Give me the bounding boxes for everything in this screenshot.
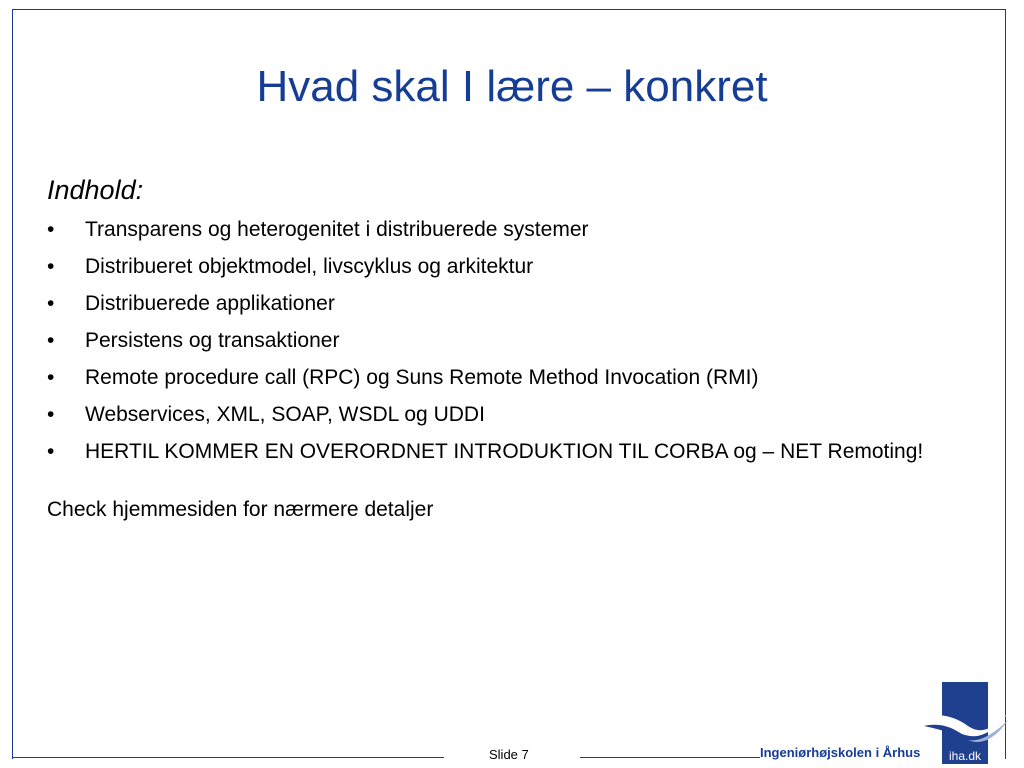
bullet-list bbox=[47, 214, 987, 467]
list-item-text: Remote procedure call (RPC) og Suns Remote Method Invocation (RMI) bbox=[85, 366, 759, 389]
list-item-text: Webservices, XML, SOAP, WSDL og UDDI bbox=[85, 403, 485, 426]
bullet-marker: • bbox=[47, 440, 55, 463]
list-item bbox=[47, 436, 987, 467]
bullet-marker: • bbox=[47, 329, 55, 352]
list-item bbox=[47, 399, 987, 430]
bullet-marker: • bbox=[47, 366, 55, 389]
footer-divider-right bbox=[580, 757, 760, 758]
iha-logo-icon bbox=[920, 682, 1012, 764]
footnote: Check hjemmesiden for nærmere detaljer bbox=[47, 498, 434, 521]
slide-number: Slide 7 bbox=[489, 747, 529, 762]
bullet-marker: • bbox=[47, 255, 55, 278]
content-heading: Indhold: bbox=[47, 175, 144, 205]
list-item-text: HERTIL KOMMER EN OVERORDNET INTRODUKTION TIL CORBA og – NET Remoting! bbox=[85, 440, 924, 463]
list-item bbox=[47, 251, 987, 282]
bullet-marker: • bbox=[47, 403, 55, 426]
bullet-marker: • bbox=[47, 218, 55, 241]
list-item bbox=[47, 362, 987, 393]
list-item-text: Distribueret objektmodel, livscyklus og arkitektur bbox=[85, 255, 534, 278]
list-item-text: Persistens og transaktioner bbox=[85, 329, 340, 352]
list-item bbox=[47, 214, 987, 245]
slide-content bbox=[47, 175, 987, 522]
list-item-text: Transparens og heterogenitet i distribuerede systemer bbox=[85, 218, 589, 241]
footer-divider-left bbox=[12, 757, 444, 758]
slide-title: Hvad skal I lære – konkret bbox=[256, 62, 768, 111]
institution-name: Ingeniørhøjskolen i Århus bbox=[760, 745, 921, 760]
list-item bbox=[47, 288, 987, 319]
list-item bbox=[47, 325, 987, 356]
list-item-text: Distribuerede applikationer bbox=[85, 292, 335, 315]
logo-text: iha.dk bbox=[948, 749, 982, 763]
bullet-marker: • bbox=[47, 292, 55, 315]
